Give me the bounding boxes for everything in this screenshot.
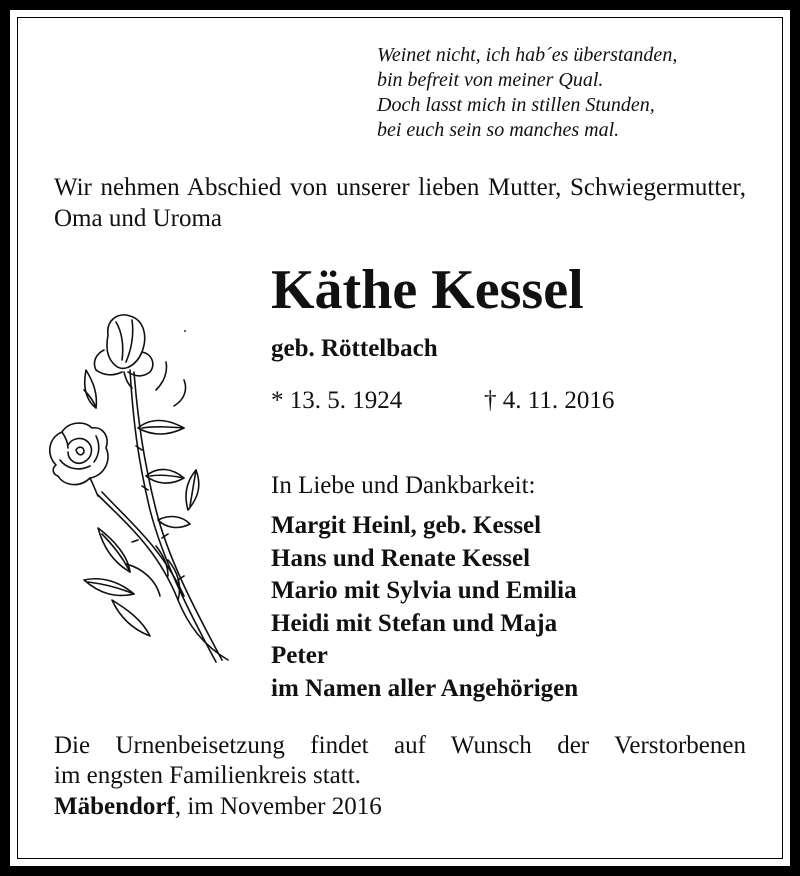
- mourners-heading: In Liebe und Dankbarkeit:: [271, 472, 536, 499]
- mourner-line: Margit Heinl, geb. Kessel: [271, 512, 542, 539]
- place-name: Mäbendorf: [54, 793, 175, 820]
- burial-line: im engsten Familienkreis statt.: [54, 762, 361, 789]
- place-date: [54, 793, 382, 821]
- poem: [377, 43, 777, 143]
- poem-line: bei euch sein so manches mal.: [377, 119, 620, 141]
- poem-line: Weinet nicht, ich hab´es überstanden,: [377, 44, 678, 66]
- rose-illustration: [38, 310, 248, 670]
- closing-date: , im November 2016: [174, 793, 382, 820]
- mourner-line: Hans und Renate Kessel: [271, 544, 531, 572]
- poem-line: bin befreit von meiner Qual.: [377, 69, 604, 91]
- maiden-name: geb. Röttelbach: [271, 335, 438, 362]
- mourner-line: im Namen aller Angehörigen: [271, 674, 579, 702]
- burial-line: Die Urnenbeisetzung findet auf Wunsch der Verstorbenen: [54, 732, 746, 759]
- deceased-name: Käthe Kessel: [271, 259, 584, 321]
- mourners-list: [271, 510, 691, 705]
- intro-text: Wir nehmen Abschied von unserer lieben Mutter, Schwiegermutter, Oma und Uroma: [54, 174, 746, 232]
- poem-line: Doch lasst mich in stillen Stunden,: [377, 94, 655, 116]
- mourner-line: Peter: [271, 642, 328, 669]
- birth-date: * 13. 5. 1924: [271, 387, 403, 414]
- burial-notice: [54, 731, 746, 791]
- mourner-line: Mario mit Sylvia und Emilia: [271, 577, 577, 604]
- mourner-line: Heidi mit Stefan und Maja: [271, 609, 558, 637]
- death-date: † 4. 11. 2016: [484, 387, 615, 414]
